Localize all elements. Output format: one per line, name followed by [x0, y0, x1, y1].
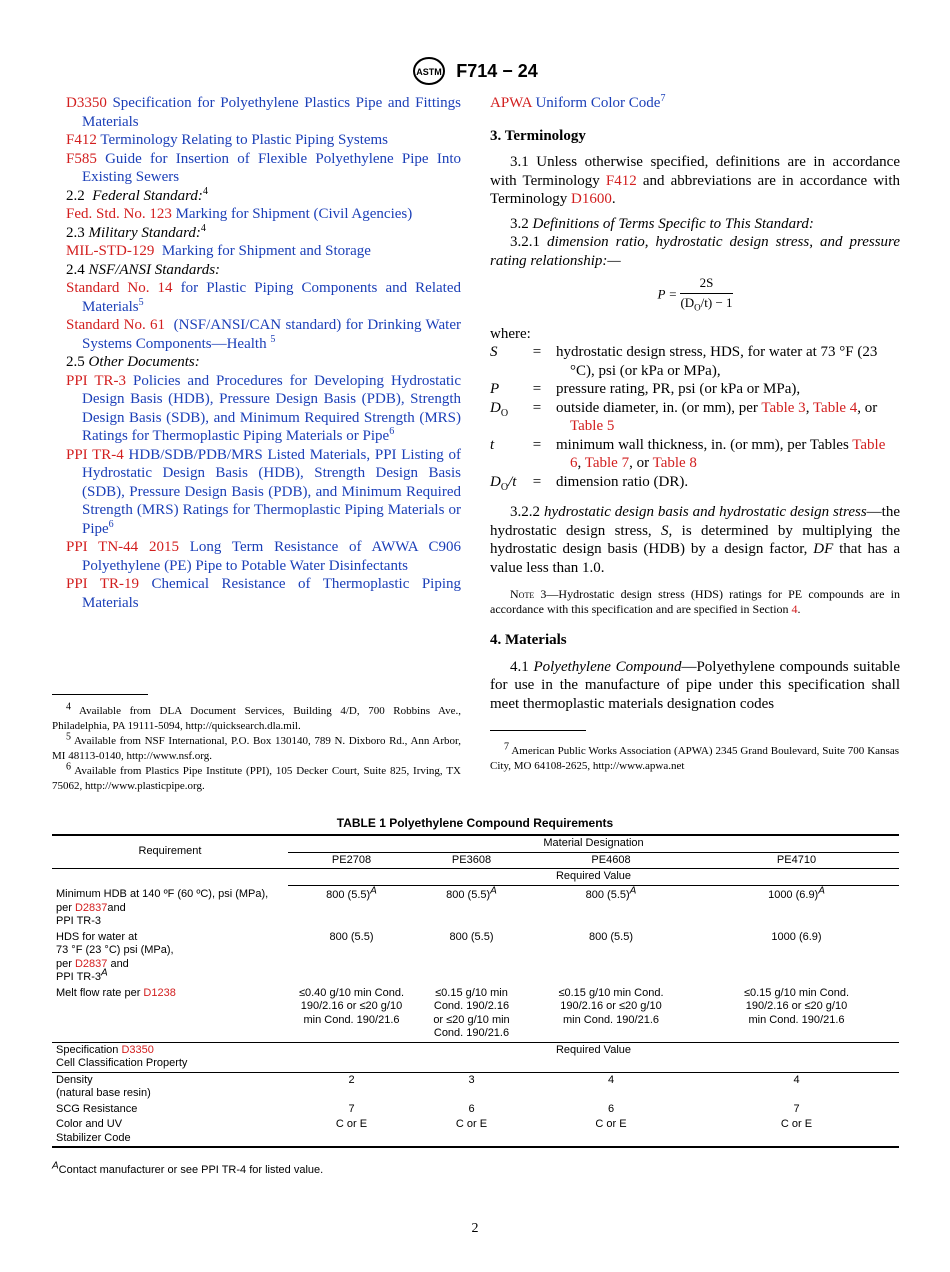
col-pe3608: PE3608: [451, 853, 492, 866]
footnote-rule-left: [52, 694, 148, 695]
col-pe2708: PE2708: [331, 853, 372, 866]
ref-nsf-14: Standard No. 14 for Plastic Piping Components and Related Materials$^5$: [66, 280, 461, 315]
col-requirement: Requirement: [138, 845, 202, 858]
ref-mil-std-129: MIL-STD-129 Marking for Shipment and Storage: [66, 243, 371, 259]
ref-ppi-tr3: PPI TR-3 Policies and Procedures for Developing Hydrostatic Design Basis (HDB), Pressure Design Basis (PDB), Strength Design Basis (SDB), and Minimum Required Strength (MRS) Ratings for Thermoplastic Piping Materials or Pipe$^6$: [66, 372, 461, 444]
federal-standard-heading: 2.2 Federal Standard:$^4$: [66, 185, 208, 204]
where-label: where:: [490, 325, 531, 342]
ref-fed-std-123: Fed. Std. No. 123 Marking for Shipment (Civil Agencies): [66, 206, 413, 222]
footnote-rule-right: [490, 730, 586, 731]
nsf-heading: 2.4 NSF/ANSI Standards:: [66, 261, 221, 278]
ref-ppi-tn44: PPI TN-44 2015 Long Term Resistance of AWWA C906 Polyethylene (PE) Pipe to Potable Water Disinfectants: [66, 539, 462, 574]
other-docs-heading: 2.5 Other Documents:: [66, 354, 200, 370]
section-4-heading: 4. Materials: [490, 632, 567, 649]
table-1-title: TABLE 1 Polyethylene Compound Requirements: [336, 816, 614, 830]
standard-code: F714 − 24: [456, 60, 538, 81]
military-standard-heading: 2.3 Military Standard:$^4$: [66, 222, 206, 241]
para-4-1: 4.1 Polyethylene Compound—Polyethylene compounds suitable for use in the manufacture of pipe under this specification shall meet thermoplastic materials designation codes: [490, 658, 900, 712]
note-3: Note 3—Hydrostatic design stress (HDS) ratings for PE compounds are in accordance with this specification and are specified in Section 4.: [490, 587, 901, 617]
table-row-required-value: Required Value: [52, 869, 899, 886]
right-column: [490, 94, 900, 713]
ref-ppi-tr4: PPI TR-4 HDB/SDB/PDB/MRS Listed Materials, PPI Listing of Hydrostatic Design Basis (HDB), Strength Design Basis (SDB), Pressure Design Basis (PDB), and Minimum Required Strength (MRS) Ratings for Thermoplastic Piping Materials or Pipe$^6$: [66, 446, 461, 537]
table-row-scg: SCG Resistance 7 6 6 7: [56, 1102, 800, 1115]
footnote-5: $^5$ Available from NSF International, P.O. Box 130140, 789 N. Dixboro Rd., Ann Arbor, MI 48113-0140, http://www.nsf.org.: [52, 731, 461, 762]
para-3-2-2: 3.2.2 hydrostatic design basis and hydrostatic design stress—the hydrostatic design stress, S, is determined by multiplying the hydrostatic design basis (HDB) by a design factor, DF that has a value less than 1.0.: [490, 504, 900, 576]
table-row-spec-d3350: Specification D3350 Cell Classification Property Required Value: [52, 1042, 899, 1072]
ref-f585: F585 Guide for Insertion of Flexible Polyethylene Pipe Into Existing Sewers: [66, 150, 461, 185]
footnote-4: $^4$ Available from DLA Document Services, Building 4/D, 700 Robbins Ave., Philadelphia, PA 19111-5094, http://quicksearch.dla.mil.: [52, 701, 461, 732]
left-column: [66, 94, 461, 612]
def-dr: $D_O/t$ = dimension ratio (DR).: [490, 473, 689, 493]
ref-d3350: D3350 Specification for Polyethylene Plastics Pipe and Fittings Materials: [66, 95, 461, 130]
col-pe4608: PE4608: [591, 853, 631, 866]
page-number: 2: [471, 1221, 479, 1236]
formula: P = $\frac{2S}{(D_O/t) - 1}$: [657, 275, 733, 313]
para-3-1: 3.1 Unless otherwise specified, definitions are in accordance with Terminology F412 and abbreviations are in accordance with Terminology D1600.: [490, 154, 900, 207]
def-s: S = hydrostatic design stress, HDS, for water at 73 °F (23 °C), psi (or kPa or MPa),: [490, 344, 878, 379]
svg-text:ASTM: ASTM: [416, 67, 442, 77]
page-header: [0, 56, 950, 86]
para-3-2-1: 3.2.1 dimension ratio, hydrostatic design stress, and pressure rating relationship:—: [490, 234, 900, 269]
para-3-2: 3.2 Definitions of Terms Specific to This Standard:: [510, 215, 814, 232]
def-t: t = minimum wall thickness, in. (or mm), per Tables Table 6, Table 7, or Table 8: [490, 436, 886, 472]
def-do: $D_O$ = outside diameter, in. (or mm), per Table 3, Table 4, or Table 5: [490, 399, 878, 435]
footnote-6: $^6$ Available from Plastics Pipe Institute (PPI), 105 Decker Court, Suite 825, Irving, TX 75062, http://www.plasticpipe.org.: [52, 761, 461, 792]
table-row-hds: HDS for water at 73 °F (23 °C) psi (MPa), per D2837 and PPI $TR-3^A$ 800 (5.5) 800 (5.5) 800 (5.5) 1000 (6.9): [56, 930, 822, 983]
table-row-density: Density (natural base resin) 2 3 4 4: [52, 1072, 899, 1102]
footnote-7: $^7$ American Public Works Association (APWA) 2345 Grand Boulevard, Suite 700 Kansas City, MO 64108-2625, http://www.apwa.net: [490, 741, 899, 772]
definitions-list: [490, 343, 900, 497]
section-3-heading: 3. Terminology: [490, 127, 586, 144]
left-footnotes: [52, 701, 461, 794]
table-1: [52, 834, 899, 1148]
table-row-melt-flow: Melt flow rate per D1238 ≤0.40 g/10 min Cond. 190/2.16 or ≤20 g/10 min Cond. 190/21.6 ≤0.15 g/10 min Cond. 190/2.16 or ≤20 g/10 min Cond. 190/21.6 ≤0.15 g/10 min Cond. 190/2.16 or ≤20 g/10 min Cond. 190/21.6 ≤0.15 g/10 min Cond. 190/2.16 or ≤20 g/10 min Cond. 190/21.6: [56, 986, 850, 1039]
table-header-row: [52, 835, 899, 852]
col-material-designation: Material Designation: [288, 835, 899, 852]
ref-nsf-61: Standard No. 61 (NSF/ANSI/CAN standard) for Drinking Water Systems Components—Health $^5$: [66, 317, 461, 352]
table-row-min-hdb: Minimum HDB at 140 ºF (60 ºC), psi (MPa), per D2837and PPI TR-3 800 $(5.5)^A$ 800 $(5.5)^A$ 800 $(5.5)^A$ 1000 $(6.9)^A$: [56, 884, 825, 927]
table-footnote: $^A$Contact manufacturer or see PPI TR-4 for listed value.: [52, 1160, 324, 1176]
astm-logo-icon: [412, 56, 446, 86]
ref-ppi-tr19: PPI TR-19 Chemical Resistance of Thermoplastic Piping Materials: [66, 576, 461, 611]
def-p: P = pressure rating, PR, psi (or kPa or MPa),: [490, 381, 801, 398]
col-pe4710: PE4710: [776, 853, 817, 866]
ref-f412: F412 Terminology Relating to Plastic Piping Systems: [66, 132, 389, 148]
ref-apwa: APWA Uniform Color Code$^7$: [490, 93, 666, 111]
table-row-color-uv: Color and UV Stabilizer Code C or E C or E C or E C or E: [52, 1117, 899, 1147]
